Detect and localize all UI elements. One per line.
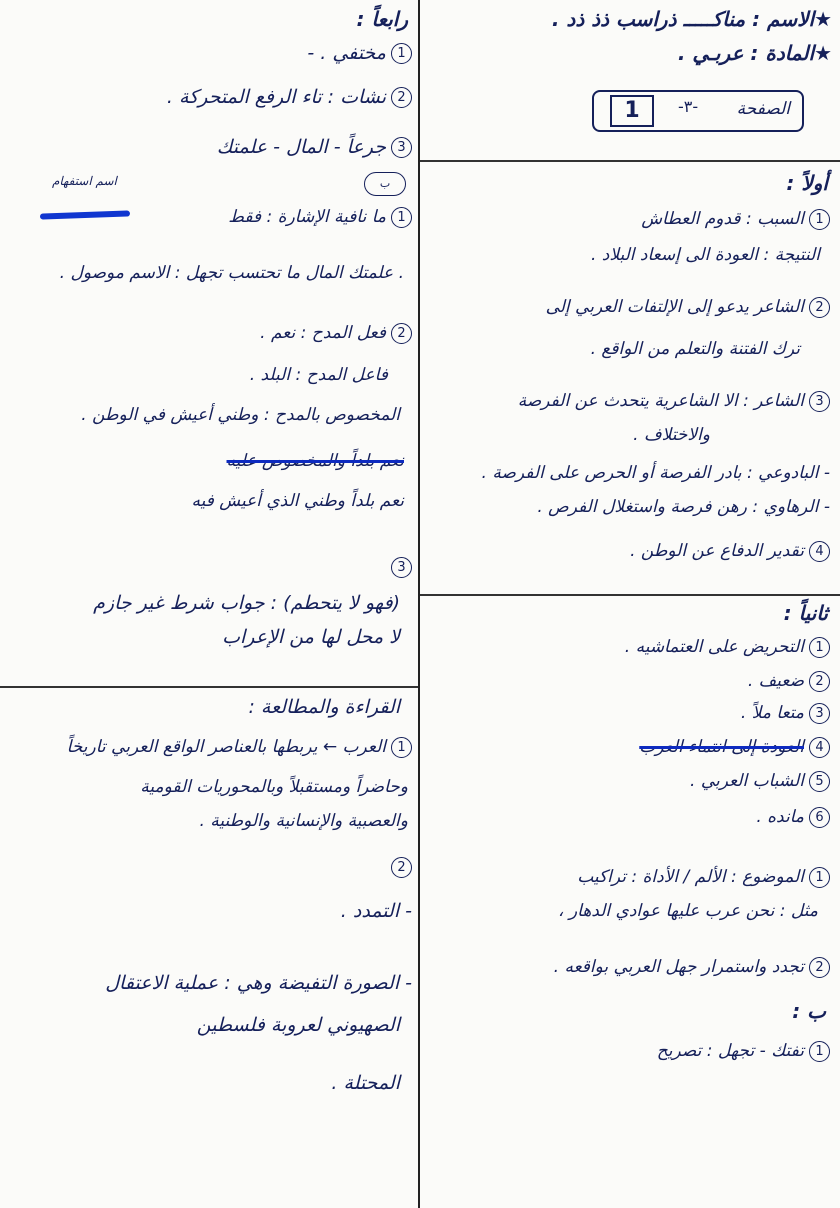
right-item-3d: - الرهاوي : رهن فرصة واستغلال الفرص . bbox=[537, 497, 830, 517]
third-item-1b: مثل : نحن عرب عليها عوادي الدهار ، bbox=[558, 901, 818, 921]
left-b-item-1: 1ما نافية الإشارة : فقط bbox=[228, 206, 412, 228]
left-divider-1 bbox=[0, 686, 418, 688]
right-item-4: 4تقدير الدفاع عن الوطن . bbox=[630, 540, 830, 562]
third-heading: ب : bbox=[792, 999, 826, 1023]
left-item-3: 3جرعاً - المال - علمتك bbox=[217, 136, 412, 158]
second-item-6: 6مانده . bbox=[756, 806, 830, 828]
left-b-item-3a: (فهو لا يتحطم) : جواب شرط غير جازم bbox=[93, 592, 400, 614]
right-item-1b: النتيجة : العودة الى إسعاد البلاد . bbox=[590, 245, 820, 265]
reading-item-1: 1العرب ← يربطها بالعناصر الواقع العربي تاريخاً bbox=[67, 736, 412, 758]
second-item-3: 3متعا ملاً . bbox=[741, 702, 830, 724]
reading-item-2d: المحتلة . bbox=[331, 1072, 400, 1094]
left-b-item-2d: نعم بلداً والمخصوص عليه bbox=[226, 451, 404, 471]
section-bubble: ب bbox=[364, 172, 406, 196]
student-name: ★الاسم : مناكـــــ ذراسب ذذ ذد . bbox=[551, 7, 832, 31]
reading-heading: القراءة والمطالعة : bbox=[248, 696, 400, 718]
right-item-1: 1السبب : قدوم العطاش bbox=[641, 208, 830, 230]
right-item-2b: ترك الفتنة والتعلم من الواقع . bbox=[590, 339, 800, 359]
reading-item-1c: والعصبية والإنسانية والوطنية . bbox=[199, 811, 408, 831]
right-item-3b: والاختلاف . bbox=[633, 425, 710, 445]
right-divider-1 bbox=[420, 160, 840, 162]
right-divider-2 bbox=[420, 594, 840, 596]
second-item-5: 5الشباب العربي . bbox=[690, 770, 830, 792]
right-item-3: 3الشاعر : الا الشاعرية يتحدث عن الفرصة bbox=[518, 390, 830, 412]
fourth-item-1: 1تفتك - تجهل : تصريح bbox=[657, 1040, 830, 1062]
page-number-box bbox=[592, 90, 804, 132]
second-item-1: 1التحريض على العتماشيه . bbox=[625, 636, 830, 658]
left-item-1: 1مختفي . - bbox=[307, 42, 412, 64]
left-item-2: 2نشات : تاء الرفع المتحركة . bbox=[167, 86, 412, 108]
third-item-2: 2تجدد واستمرار جهل العربي بواقعه . bbox=[554, 956, 830, 978]
right-item-2: 2الشاعر يدعو إلى الإلتفات العربي إلى bbox=[546, 296, 830, 318]
page-label: الصفحة bbox=[736, 99, 790, 119]
third-item-1: 1الموضوع : الألم / الأداة : تراكيب bbox=[577, 866, 830, 888]
left-b-item-3: 3 bbox=[386, 556, 412, 578]
column-divider bbox=[418, 0, 420, 1208]
left-b-item-2: 2فعل المدح : نعم . bbox=[260, 322, 412, 344]
reading-item-1b: وحاضراً ومستقبلاً وبالمحوريات القومية bbox=[140, 777, 408, 797]
margin-annotation: اسم استفهام bbox=[52, 174, 117, 188]
page-number: 1 bbox=[610, 95, 654, 127]
left-b-item-1b: . علمتك المال ما تحتسب تجهل : الاسم موصول . bbox=[59, 263, 404, 283]
second-heading: ثانياً : bbox=[783, 601, 828, 625]
left-b-item-2e: نعم بلداً وطني الذي أعيش فيه bbox=[191, 491, 404, 511]
second-item-4: 4العودة إلى انتماء العرب bbox=[639, 736, 830, 758]
reading-item-2: 2 bbox=[386, 856, 412, 878]
second-item-2: 2ضعيف . bbox=[748, 670, 830, 692]
first-heading: أولاً : bbox=[786, 171, 828, 195]
left-b-item-2b: فاعل المدح : البلد . bbox=[249, 365, 388, 385]
reading-item-2a: - التمدد . bbox=[340, 900, 412, 922]
left-b-item-3b: لا محل لها من الإعراب bbox=[222, 626, 400, 648]
left-heading: رابعاً : bbox=[356, 7, 408, 31]
reading-item-2c: الصهيوني لعروبة فلسطين bbox=[196, 1014, 400, 1036]
subject-line: ★المادة : عربـي . bbox=[677, 41, 832, 65]
left-b-item-2c: المخصوص بالمدح : وطني أعيش في الوطن . bbox=[81, 405, 400, 425]
scribble-1 bbox=[40, 210, 130, 219]
reading-item-2b: - الصورة التفيضة وهي : عملية الاعتقال bbox=[105, 972, 412, 994]
page-value: -٣- bbox=[678, 97, 699, 116]
right-item-3c: - البادوعي : بادر الفرصة أو الحرص على الفرصة . bbox=[481, 463, 830, 483]
